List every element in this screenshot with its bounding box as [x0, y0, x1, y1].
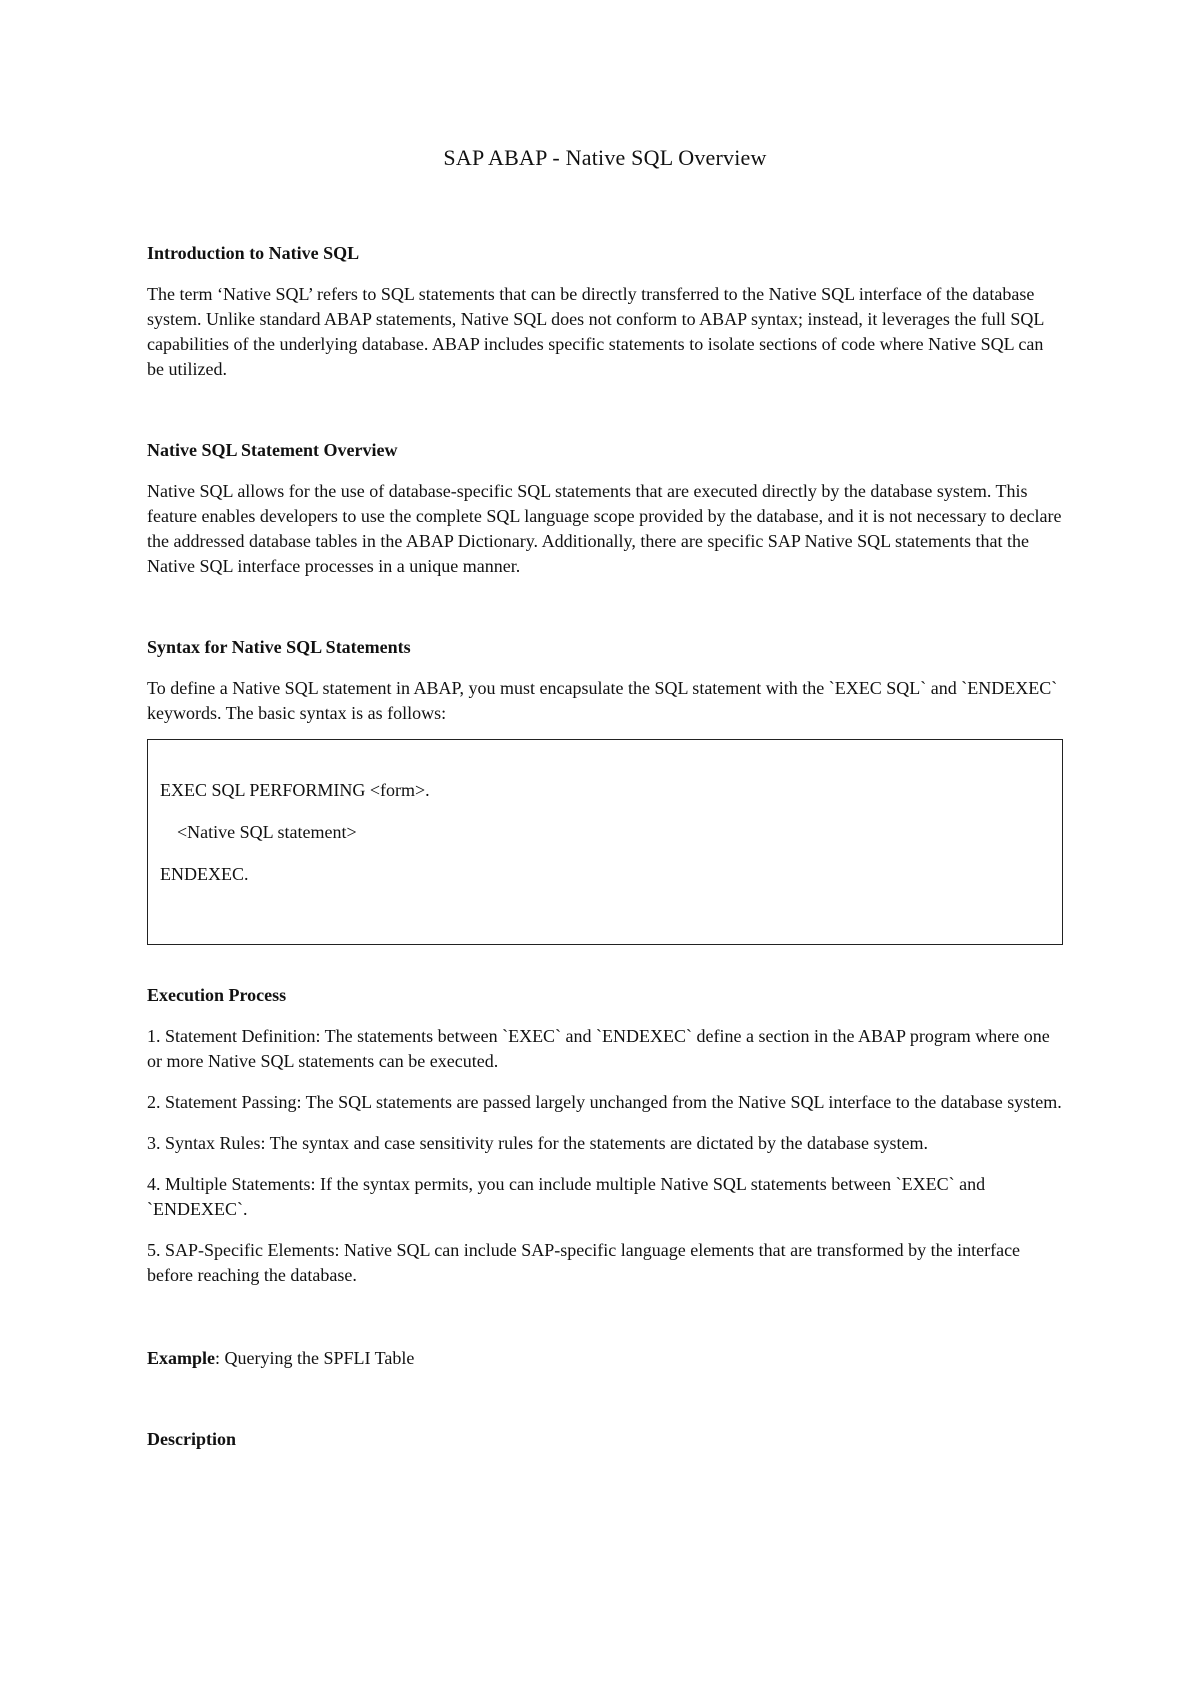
- example-text: : Querying the SPFLI Table: [215, 1348, 415, 1368]
- code-line: <Native SQL statement>: [177, 822, 357, 842]
- section-paragraph: To define a Native SQL statement in ABAP, you must encapsulate the SQL statement with the `EXEC SQL` and `ENDEXEC` keywords. The basic syntax is as follows:: [147, 678, 1058, 723]
- section-syntax: [147, 637, 1063, 945]
- list-item: 5. SAP-Specific Elements: Native SQL can include SAP-specific language elements that are transformed by the interface before reaching the database.: [147, 1240, 1021, 1285]
- execution-steps-list: [147, 1024, 1063, 1288]
- example-label: Example: [147, 1348, 216, 1368]
- list-item: 3. Syntax Rules: The syntax and case sensitivity rules for the statements are dictated by the database system.: [147, 1133, 928, 1153]
- section-paragraph: Native SQL allows for the use of database-specific SQL statements that are executed directly by the database system. This feature enables developers to use the complete SQL language scope provided by the database, and it is not necessary to declare the addressed database tables in the ABAP Dictionary. Additionally, there are specific SAP Native SQL statements that the Native SQL interface processes in a unique manner.: [147, 481, 1062, 576]
- section-heading: Execution Process: [147, 985, 287, 1005]
- list-item: 1. Statement Definition: The statements between `EXEC` and `ENDEXEC` define a section in the ABAP program where one or more Native SQL statements can be executed.: [147, 1026, 1050, 1071]
- list-item: 2. Statement Passing: The SQL statements are passed largely unchanged from the Native SQL interface to the database system.: [147, 1092, 1062, 1112]
- code-line: EXEC SQL PERFORMING <form>.: [160, 780, 430, 800]
- code-line: ENDEXEC.: [160, 864, 249, 884]
- example-line: [147, 1346, 1063, 1371]
- page-title: SAP ABAP - Native SQL Overview: [443, 145, 767, 170]
- section-statement-overview: [147, 440, 1063, 579]
- list-item: 4. Multiple Statements: If the syntax permits, you can include multiple Native SQL statements between `EXEC` and `ENDEXEC`.: [147, 1174, 986, 1219]
- section-heading: Introduction to Native SQL: [147, 243, 360, 263]
- section-introduction: [147, 243, 1063, 382]
- section-heading: Native SQL Statement Overview: [147, 440, 398, 460]
- section-execution-process: [147, 985, 1063, 1288]
- section-heading: Syntax for Native SQL Statements: [147, 637, 411, 657]
- section-paragraph: The term ‘Native SQL’ refers to SQL statements that can be directly transferred to the Native SQL interface of the database system. Unlike standard ABAP statements, Native SQL does not conform to ABAP syntax; instead, it leverages the full SQL capabilities of the underlying database. ABAP includes specific statements to isolate sections of code where Native SQL can be utilized.: [147, 284, 1044, 379]
- document-page: [147, 145, 1063, 1450]
- code-block: [147, 739, 1063, 945]
- description-heading: Description: [147, 1429, 236, 1449]
